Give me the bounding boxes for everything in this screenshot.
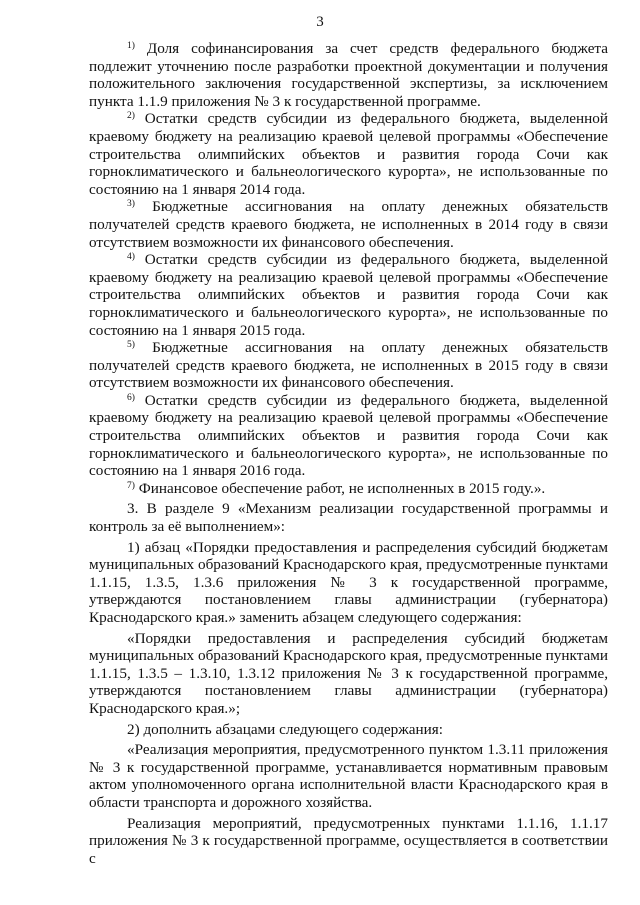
document-body	[89, 40, 608, 867]
footnote-text: Доля софинансирования за счет средств федерального бюджета подлежит уточнению после разработки проектной документации и получения положительного заключения государственной экспертизы, за исключением пункта 1.1.9 приложения № 3 к государственной программе.	[89, 40, 608, 110]
footnote-marker: 1)	[127, 41, 135, 51]
footnote-text: Остатки средств субсидии из федерального бюджета, выделенной краевому бюджету на реализацию краевой целевой программы «Обеспечение строительства олимпийских объектов и развития города Сочи как горноклиматического и бальнеологического курорта», не использованные по состоянию на 1 января 2014 года.	[89, 110, 608, 198]
footnote-marker: 7)	[127, 480, 135, 491]
footnote-5	[89, 339, 608, 392]
section-9-paragraph: 3. В разделе 9 «Механизм реализации государственной программы и контроль за её выполнением»:	[89, 500, 608, 536]
footnote-marker: 6)	[127, 392, 135, 403]
footnote-4	[89, 251, 608, 339]
footnote-text: Бюджетные ассигнования на оплату денежных обязательств получателей средств краевого бюджета, не исполненных в 2014 году в связи отсутствием возможности их финансового обеспечения.	[89, 198, 608, 251]
page-number: 3	[316, 14, 324, 30]
footnote-text: Остатки средств субсидии из федерального бюджета, выделенной краевому бюджету на реализацию краевой целевой программы «Обеспечение строительства олимпийских объектов и развития города Сочи как горноклиматического и бальнеологического курорта», не использованные по состоянию на 1 января 2015 года.	[89, 251, 608, 339]
footnote-marker: 3)	[127, 199, 135, 210]
footnote-7	[89, 480, 608, 498]
replacement-paragraph: «Порядки предоставления и распределения субсидий бюджетам муниципальных образований Краснодарского края, предусмотренные пунктами 1.1.15, 1.3.5 – 1.3.10, 1.3.12 приложения № 3 к государственной программе, утверждаются постановлением главы администрации (губернатора) Краснодарского края.»;	[89, 629, 608, 717]
added-paragraph-2: Реализация мероприятий, предусмотренных пунктами 1.1.16, 1.1.17 приложения № 3 к государственной программе, осуществляется в соответствии с	[89, 814, 608, 867]
item-2-paragraph: 2) дополнить абзацами следующего содержания:	[127, 720, 443, 738]
footnote-text: Остатки средств субсидии из федерального бюджета, выделенной краевому бюджету на реализацию краевой целевой программы «Обеспечение строительства олимпийских объектов и развития города Сочи как горноклиматического и бальнеологического курорта», не использованные по состоянию на 1 января 2016 года.	[89, 391, 608, 480]
footnote-1	[89, 40, 608, 110]
footnote-text: Бюджетные ассигнования на оплату денежных обязательств получателей средств краевого бюджета, не исполненных в 2015 году в связи отсутствием возможности их финансового обеспечения.	[89, 339, 608, 392]
added-paragraph-1: «Реализация мероприятия, предусмотренного пунктом 1.3.11 приложения № 3 к государственной программе, устанавливается нормативным правовым актом уполномоченного органа исполнительной власти Краснодарского края в области транспорта и дорожного хозяйства.	[89, 741, 608, 811]
item-1-paragraph: 1) абзац «Порядки предоставления и распределения субсидий бюджетам муниципальных образований Краснодарского края, предусмотренные пунктами 1.1.15, 1.3.5, 1.3.6 приложения № 3 к государственной программе, утверждаются постановлением главы администрации (губернатора) Краснодарского края.» заменить абзацем следующего содержания:	[89, 538, 608, 626]
footnote-6	[89, 392, 608, 480]
footnote-marker: 5)	[127, 340, 135, 351]
footnote-marker: 4)	[127, 252, 135, 263]
footnote-text: Финансовое обеспечение работ, не исполненных в 2015 году.».	[134, 479, 546, 497]
footnote-marker: 2)	[127, 111, 135, 122]
footnote-2	[89, 110, 608, 198]
footnote-3	[89, 198, 608, 251]
